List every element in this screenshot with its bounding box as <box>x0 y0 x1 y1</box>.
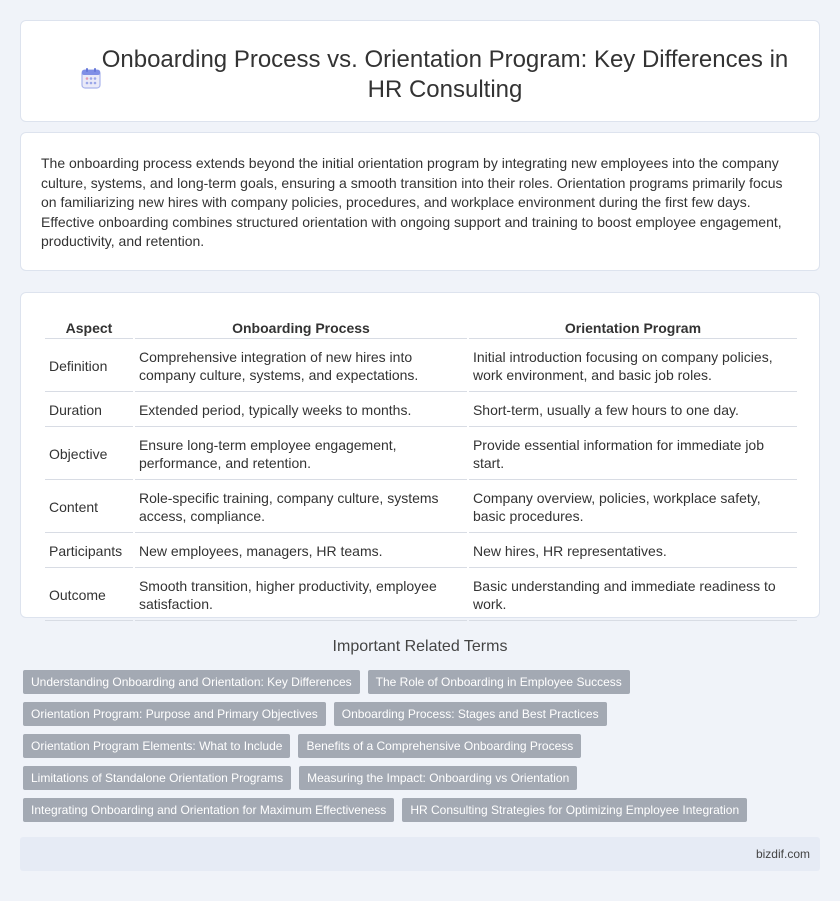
cell-onboarding: Role-specific training, company culture, systems access, compliance. <box>135 482 467 533</box>
cell-aspect: Participants <box>45 535 133 568</box>
related-term-tag[interactable]: The Role of Onboarding in Employee Success <box>368 670 630 694</box>
table-row <box>45 394 797 427</box>
cell-onboarding: Ensure long-term employee engagement, performance, and retention. <box>135 429 467 480</box>
cell-onboarding: New employees, managers, HR teams. <box>135 535 467 568</box>
header-onboarding: Onboarding Process <box>135 317 467 339</box>
cell-orientation: New hires, HR representatives. <box>469 535 797 568</box>
cell-aspect: Outcome <box>45 570 133 621</box>
related-term-tag[interactable]: Orientation Program: Purpose and Primary Objectives <box>23 702 326 726</box>
comparison-table <box>43 315 799 623</box>
table-row <box>45 341 797 392</box>
cell-onboarding: Extended period, typically weeks to months. <box>135 394 467 427</box>
table-row <box>45 535 797 568</box>
cell-orientation: Short-term, usually a few hours to one day. <box>469 394 797 427</box>
cell-orientation: Basic understanding and immediate readiness to work. <box>469 570 797 621</box>
related-term-tag[interactable]: Benefits of a Comprehensive Onboarding Process <box>298 734 581 758</box>
table-row <box>45 429 797 480</box>
related-term-tag[interactable]: Onboarding Process: Stages and Best Practices <box>334 702 607 726</box>
header-orientation: Orientation Program <box>469 317 797 339</box>
cell-orientation: Initial introduction focusing on company policies, work environment, and basic job roles. <box>469 341 797 392</box>
cell-orientation: Provide essential information for immediate job start. <box>469 429 797 480</box>
related-term-tag[interactable]: Orientation Program Elements: What to Include <box>23 734 290 758</box>
intro-paragraph: The onboarding process extends beyond the initial orientation program by integrating new employees into the company culture, systems, and long-term goals, ensuring a smooth transition into their roles. Orientation programs primarily focus on familiarizing new hires with company policies, procedures, and workplace environment during the first few days. Effective onboarding combines structured orientation with ongoing support and training to boost employee engagement, productivity, and retention. <box>41 155 783 249</box>
table-row <box>45 482 797 533</box>
related-term-tag[interactable]: Limitations of Standalone Orientation Programs <box>23 766 291 790</box>
footer-site-link[interactable]: bizdif.com <box>755 847 810 861</box>
related-terms-title: Important Related Terms <box>332 638 508 655</box>
table-header-row <box>45 317 797 339</box>
header-aspect: Aspect <box>45 317 133 339</box>
footer-bar <box>20 837 820 871</box>
cell-orientation: Company overview, policies, workplace safety, basic procedures. <box>469 482 797 533</box>
comparison-card <box>20 292 820 618</box>
title-card <box>20 20 820 122</box>
cell-aspect: Content <box>45 482 133 533</box>
related-terms-list <box>23 670 803 830</box>
cell-onboarding: Smooth transition, higher productivity, employee satisfaction. <box>135 570 467 621</box>
related-term-tag[interactable]: Understanding Onboarding and Orientation: Key Differences <box>23 670 360 694</box>
cell-aspect: Duration <box>45 394 133 427</box>
cell-onboarding: Comprehensive integration of new hires into company culture, systems, and expectations. <box>135 341 467 392</box>
cell-aspect: Objective <box>45 429 133 480</box>
cell-aspect: Definition <box>45 341 133 392</box>
page-title: Onboarding Process vs. Orientation Program: Key Differences in HR Consulting <box>101 46 789 103</box>
related-term-tag[interactable]: Integrating Onboarding and Orientation for Maximum Effectiveness <box>23 798 394 822</box>
table-row <box>45 570 797 621</box>
intro-card <box>20 132 820 271</box>
related-term-tag[interactable]: HR Consulting Strategies for Optimizing Employee Integration <box>402 798 747 822</box>
related-term-tag[interactable]: Measuring the Impact: Onboarding vs Orientation <box>299 766 577 790</box>
